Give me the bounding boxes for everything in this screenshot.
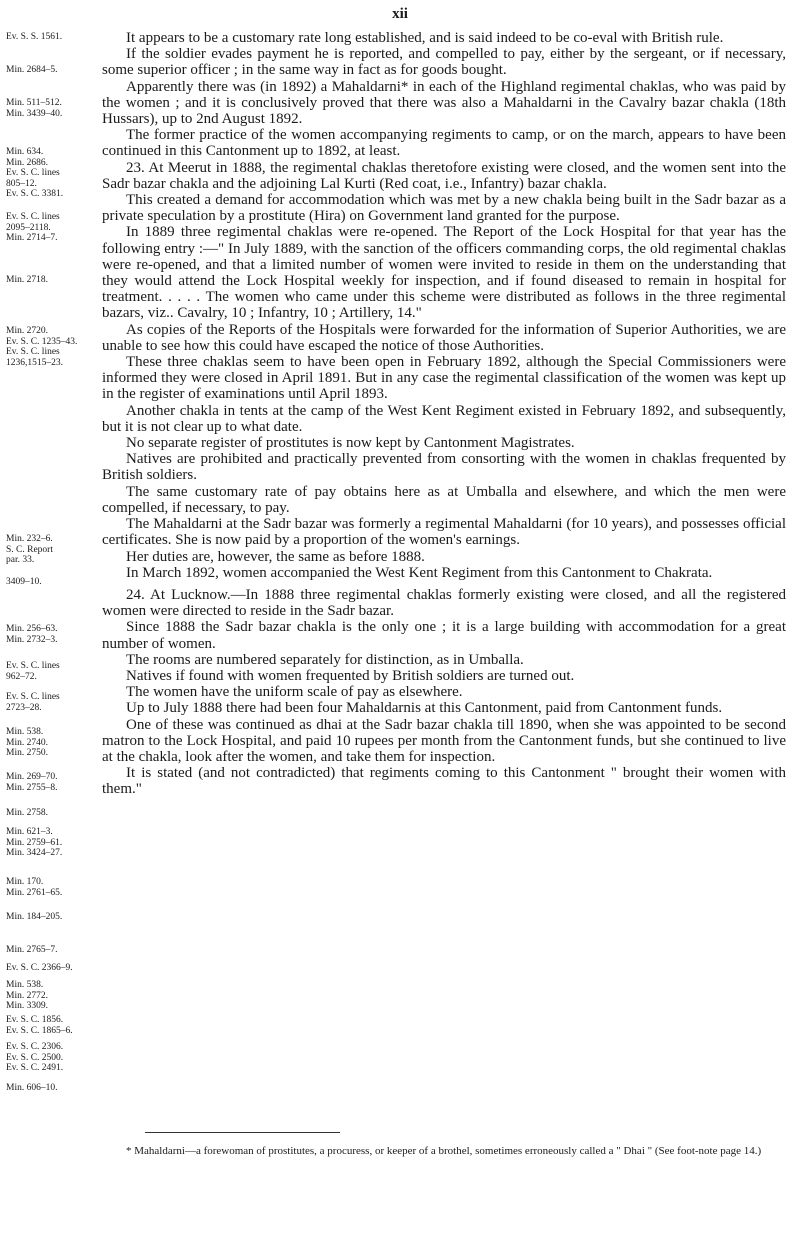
paragraph: Since 1888 the Sadr bazar chakla is the only one ; it is a large building with accommodation for a great number of women. xyxy=(102,619,786,652)
paragraph: One of these was continued as dhai at the Sadr bazar chakla till 1890, when she was appointed to be second matron to the Lock Hospital, and paid 10 rupees per month from the Cantonment funds, but she continued to live at the chakla, look after the women, and take them for inspection. xyxy=(102,716,786,765)
margin-note: Min. 2684–5. xyxy=(6,65,58,75)
margin-note: Min. 621–3. Min. 2759–61. Min. 3424–27. xyxy=(6,827,63,858)
body-text xyxy=(102,30,786,798)
footnote-divider xyxy=(145,1132,340,1133)
paragraph: It appears to be a customary rate long established, and is said indeed to be co-eval with British rule. xyxy=(126,30,724,46)
section-lucknow: 24. At Lucknow.—In 1888 three regimental chaklas formerly existing were closed, and all the registered women were directed to reside in the Sadr bazar. xyxy=(102,586,786,620)
margin-note: Min. 256–63. Min. 2732–3. xyxy=(6,624,58,645)
paragraph: As copies of the Reports of the Hospitals were forwarded for the information of Superior Authorities, we are unable to see how this could have escaped the notice of those Authorities. xyxy=(102,321,786,354)
margin-note: Min. 184–205. xyxy=(6,912,63,922)
margin-note: Min. 511–512. Min. 3439–40. xyxy=(6,98,63,119)
paragraph: Apparently there was (in 1892) a Mahaldarni* in each of the Highland regimental chaklas, who was paid by the women ; and it is conclusively proved that there was also a Mahaldarni in the Cavalry bazar chakla (18th Hussars), up to 2nd August 1892. xyxy=(102,78,786,128)
margin-note: 3409–10. xyxy=(6,577,42,587)
margin-note: Ev. S. C. 2366–9. xyxy=(6,963,73,973)
margin-note: Ev. S. C. lines 2095–2118. Min. 2714–7. xyxy=(6,212,60,243)
margin-note: Min. 2718. xyxy=(6,275,48,285)
margin-note: Min. 538. Min. 2740. Min. 2750. xyxy=(6,727,48,758)
margin-note: Min. 2720. Ev. S. C. 1235–43. Ev. S. C. lines 1236,1515–23. xyxy=(6,326,78,368)
margin-note: Min. 232–6. S. C. Report par. 33. xyxy=(6,534,53,565)
paragraph: The rooms are numbered separately for distinction, as in Umballa. xyxy=(126,651,524,668)
margin-note: Ev. S. C. lines 2723–28. xyxy=(6,692,60,713)
paragraph: These three chaklas seem to have been open in February 1892, although the Special Commissioners were informed they were closed in April 1891. But in any case the regimental classification of the women was kept up in the register of examinations until April 1893. xyxy=(102,354,786,403)
margin-note: Min. 2765–7. xyxy=(6,945,58,955)
margin-note: Min. 538. Min. 2772. Min. 3309. xyxy=(6,980,48,1011)
footnote: * Mahaldarni—a forewoman of prostitutes, a procuress, or keeper of a brothel, sometimes erroneously called a " Dhai " (See foot-note page 14.) xyxy=(126,1145,762,1157)
paragraph: The women have the uniform scale of pay as elsewhere. xyxy=(126,684,463,701)
paragraph: If the soldier evades payment he is reported, and compelled to pay, either by the sergeant, or if necessary, some superior officer ; in the same way in fact as for goods bought. xyxy=(102,46,786,79)
margin-note: Min. 606–10. xyxy=(6,1083,58,1093)
paragraph: The former practice of the women accompanying regiments to camp, or on the march, appears to have been continued in this Cantonment up to 1892, at least. xyxy=(102,127,786,160)
margin-references xyxy=(6,0,90,1246)
paragraph: In March 1892, women accompanied the West Kent Regiment from this Cantonment to Chakrata. xyxy=(126,564,713,581)
paragraph: The Mahaldarni at the Sadr bazar was formerly a regimental Mahaldarni (for 10 years), and possesses official certificates. She is now paid by a proportion of the women's earnings. xyxy=(102,516,786,549)
margin-note: Ev. S. S. 1561. xyxy=(6,32,63,42)
paragraph: The same customary rate of pay obtains here as at Umballa and elsewhere, and which the men were compelled, if necessary, to pay. xyxy=(102,483,786,516)
paragraph: Up to July 1888 there had been four Mahaldarnis at this Cantonment, paid from Cantonment funds. xyxy=(126,700,723,717)
paragraph: Natives are prohibited and practically prevented from consorting with the women in chaklas frequented by British soldiers. xyxy=(102,451,786,484)
section-meerut: 23. At Meerut in 1888, the regimental chaklas theretofore existing were closed, and the women sent into the Sadr bazar chakla and the adjoining Lal Kurti (Red coat, i.e., Infantry) bazar chakla. xyxy=(102,159,786,192)
paragraph: This created a demand for accommodation which was met by a new chakla being built in the Sadr bazar as a private speculation by a prostitute (Hira) on Government land granted for the purpose. xyxy=(102,192,786,225)
margin-note: Min. 269–70. Min. 2755–8. xyxy=(6,772,58,793)
paragraph: Natives if found with women frequented by British soldiers are turned out. xyxy=(126,667,575,684)
paragraph: It is stated (and not contradicted) that regiments coming to this Cantonment " brought their women with them." xyxy=(102,765,786,798)
margin-note: Ev. S. C. 2306. Ev. S. C. 2500. Ev. S. C. 2491. xyxy=(6,1042,64,1073)
page-number: xii xyxy=(392,6,408,22)
margin-note: Min. 634. Min. 2686. Ev. S. C. lines 805–12. Ev. S. C. 3381. xyxy=(6,147,64,199)
margin-note: Min. 2758. xyxy=(6,808,48,818)
paragraph: Another chakla in tents at the camp of the West Kent Regiment existed in February 1892, and subsequently, but it is not clear up to what date. xyxy=(102,402,786,435)
margin-note: Ev. S. C. lines 962–72. xyxy=(6,661,60,682)
paragraph: Her duties are, however, the same as before 1888. xyxy=(126,548,425,565)
margin-note: Min. 170. Min. 2761–65. xyxy=(6,877,63,898)
paragraph: In 1889 three regimental chaklas were re-opened. The Report of the Lock Hospital for that year has the following entry :—" In July 1889, with the sanction of the officers commanding corps, the old regimental chaklas were re-opened, and that a limited number of women were invited to reside in them on the understanding that they would attend the Lock Hospital weekly for inspection, and if found diseased to remain in hospital for treatment. . . . . The women who came under this scheme were distributed as follows in the three regimental bazars, viz.. Cavalry, 10 ; Infantry, 10 ; Artillery, 14." xyxy=(102,224,786,322)
paragraph: No separate register of prostitutes is now kept by Cantonment Magistrates. xyxy=(126,435,575,452)
margin-note: Ev. S. C. 1856. Ev. S. C. 1865–6. xyxy=(6,1015,73,1036)
